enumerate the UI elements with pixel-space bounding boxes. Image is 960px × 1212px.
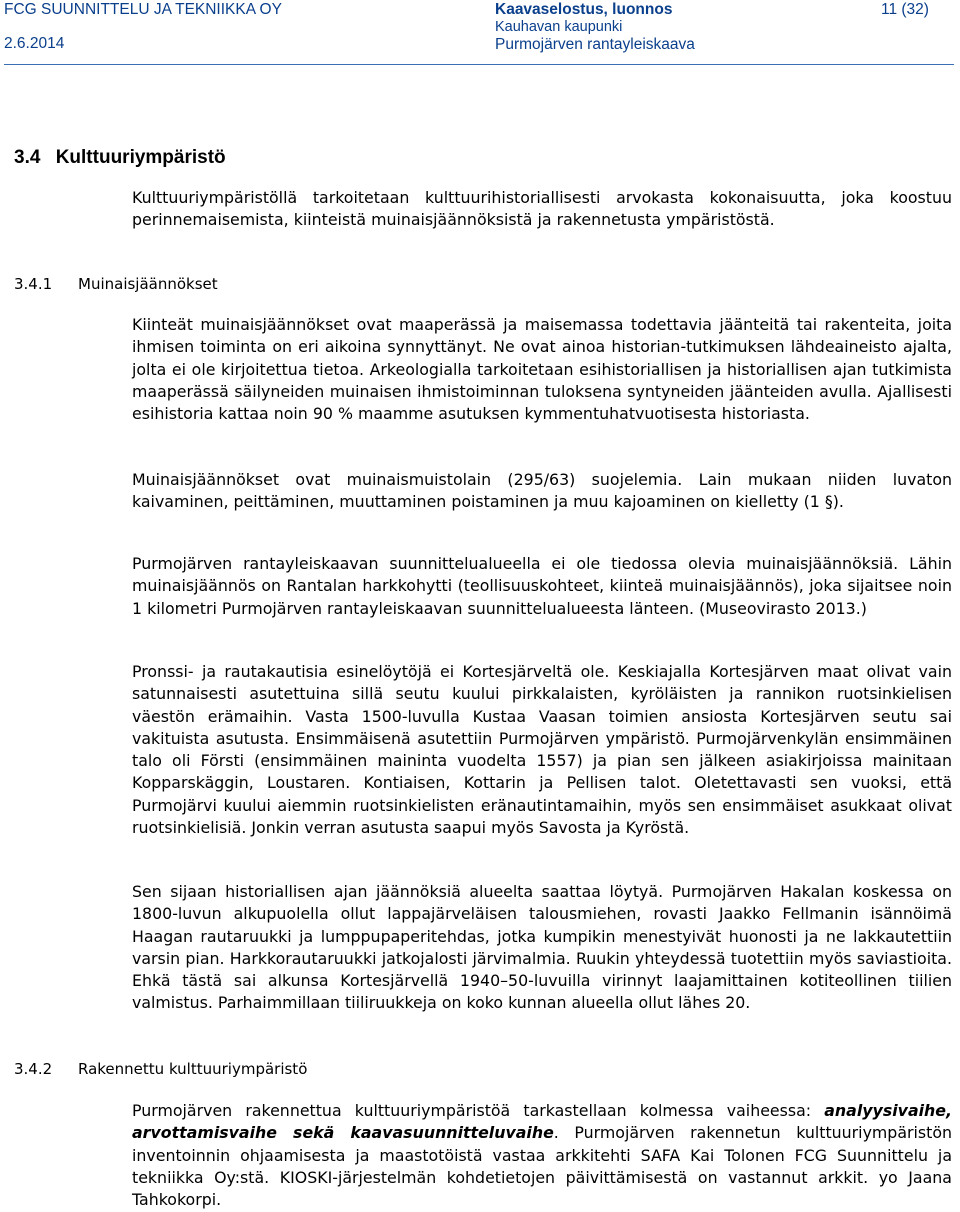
header-page-number: 11 (32): [881, 1, 929, 18]
heading-3-4-2: [14, 1059, 307, 1079]
paragraph-muinaisjaannokset-1: Kiinteät muinaisjäännökset ovat maaperässä ja maisemassa todettavia jäänteitä tai rakenteita, joita ihmisen toiminta on eri aikoina synnyttänyt. Ne ovat ainoa historian-tutkimuksen lähdeaineisto ajalta, jolta ei ole kirjoitettua tietoa. Arkeologialla tarkoitetaan esihistoriallisen ja historiallisen ajan tutkimista maaperässä säilyneiden muinaisen ihmistoiminnan tuloksena syntyneiden jäänteiden avulla. Ajallisesti esihistoria kattaa noin 90 % maamme asutuksen kymmentuhatvuotisesta historiasta.: [132, 315, 952, 424]
header-doc-title: Kaavaselostus, luonnos: [495, 1, 673, 18]
header-city: Kauhavan kaupunki: [495, 19, 623, 35]
heading-3-4-title: Kulttuuriympäristö: [55, 147, 226, 168]
paragraph-muinaisjaannokset-4: Pronssi- ja rautakautisia esinelöytöjä ei Kortesjärveltä ole. Keskiajalla Kortesjärven maat olivat vain satunnaisesti asutettuina sillä seutu kuului pirkkalaisten, kyröläisten ja rannikon ruotsinkielisen väestön erämaihin. Vasta 1500-luvulla Kustaa Vaasan toimien ansiosta Kortesjärven seutu sai vakituista asutusta. Ensimmäisenä asutettiin Purmojärven ympäristö. Purmojärvenkylän ensimmäinen talo oli Försti (ensimmäinen maininta vuodelta 1557) ja pian sen jälkeen asiakirjoissa mainitaan Kopparskäggin, Loustaren. Kontiaisen, Kottarin ja Pellisen talot. Oletettavasti sen vuoksi, että Purmojärvi kuului aiemmin ruotsinkielisten eränautintamaihin, myös sen ensimmäiset asukkaat olivat ruotsinkielisiä. Jonkin verran asutusta saapui myös Savosta ja Kyröstä.: [132, 662, 952, 838]
heading-3-4-number: 3.4: [14, 147, 41, 168]
header-date: 2.6.2014: [4, 35, 65, 52]
heading-3-4-2-title: Rakennettu kulttuuriympäristö: [78, 1060, 308, 1078]
heading-3-4-1-title: Muinaisjäännökset: [78, 275, 218, 293]
section-3-4-intro: Kulttuuriympäristöllä tarkoitetaan kulttuurihistoriallisesti arvokasta kokonaisuutta, joka koostuu perinnemaisemista, kiinteistä muinaisjäännöksistä ja rakennetusta ympäristöstä.: [132, 188, 952, 230]
paragraph-muinaisjaannokset-3: Purmojärven rantayleiskaavan suunnittelualueella ei ole tiedossa olevia muinaisjäännöksiä. Lähin muinaisjäännös on Rantalan harkkohytti (teollisuuskohteet, kiinteä muinaisjäännös), joka sijaitsee noin 1 kilometri Purmojärven rantayleiskaavan suunnittelualueesta länteen. (Museovirasto 2013.): [132, 554, 952, 618]
paragraph-muinaisjaannokset-2: Muinaisjäännökset ovat muinaismuistolain (295/63) suojelemia. Lain mukaan niiden luvaton kaivaminen, peittäminen, muuttaminen poistaminen ja muu kajoaminen on kielletty (1 §).: [132, 470, 952, 512]
paragraph-rakennettu: [132, 1100, 952, 1211]
rakennettu-text-before: Purmojärven rakennettua kulttuuriympäristöä tarkastellaan kolmessa vaiheessa:: [132, 1101, 825, 1120]
rakennettu-text-after: . Purmojärven rakennetun kulttuuriympäristön inventoinnin ohjaamisesta ja maastotöistä vastaa arkkitehti SAFA Kai Tolonen FCG Suunnittelu ja tekniikka Oy:stä. KIOSKI-järjestelmän kohdetietojen päivittämisestä on vastannut arkkit. yo Jaana Tahkokorpi.: [132, 1123, 952, 1210]
paragraph-muinaisjaannokset-5: Sen sijaan historiallisen ajan jäännöksiä alueelta saattaa löytyä. Purmojärven Hakalan koskessa on 1800-luvun alkupuolella ollut lappajärveläisen talousmiehen, rovasti Jaakko Fellmanin isännöimä Haagan rautaruukki ja lumppupaperitehdas, jotka kumpikin menestyivät huonosti ja ne lakkautettiin varsin pian. Harkkorautaruukki jatkojalosti järvimalmia. Ruukin yhteydessä tuotettiin myös saviastioita. Ehkä tästä sai alkunsa Kortesjärvellä 1940–50-luvuilla virinnyt laajamittainen kotiteollinen tiilien valmistus. Parhaimmillaan tiiliruukkeja on koko kunnan alueella ollut lähes 20.: [132, 882, 952, 1013]
heading-3-4: [14, 146, 226, 170]
heading-3-4-1: [14, 274, 218, 294]
heading-3-4-1-number: 3.4.1: [14, 275, 53, 293]
header-company: FCG SUUNNITTELU JA TEKNIIKKA OY: [4, 1, 282, 18]
rakennettu-emphasis: analyysivaihe, arvottamisvaihe sekä kaavasuunnitteluvaihe: [132, 1101, 952, 1143]
header-plan-name: Purmojärven rantayleiskaava: [495, 36, 695, 53]
heading-3-4-2-number: 3.4.2: [14, 1060, 53, 1078]
header-divider: [4, 64, 954, 65]
